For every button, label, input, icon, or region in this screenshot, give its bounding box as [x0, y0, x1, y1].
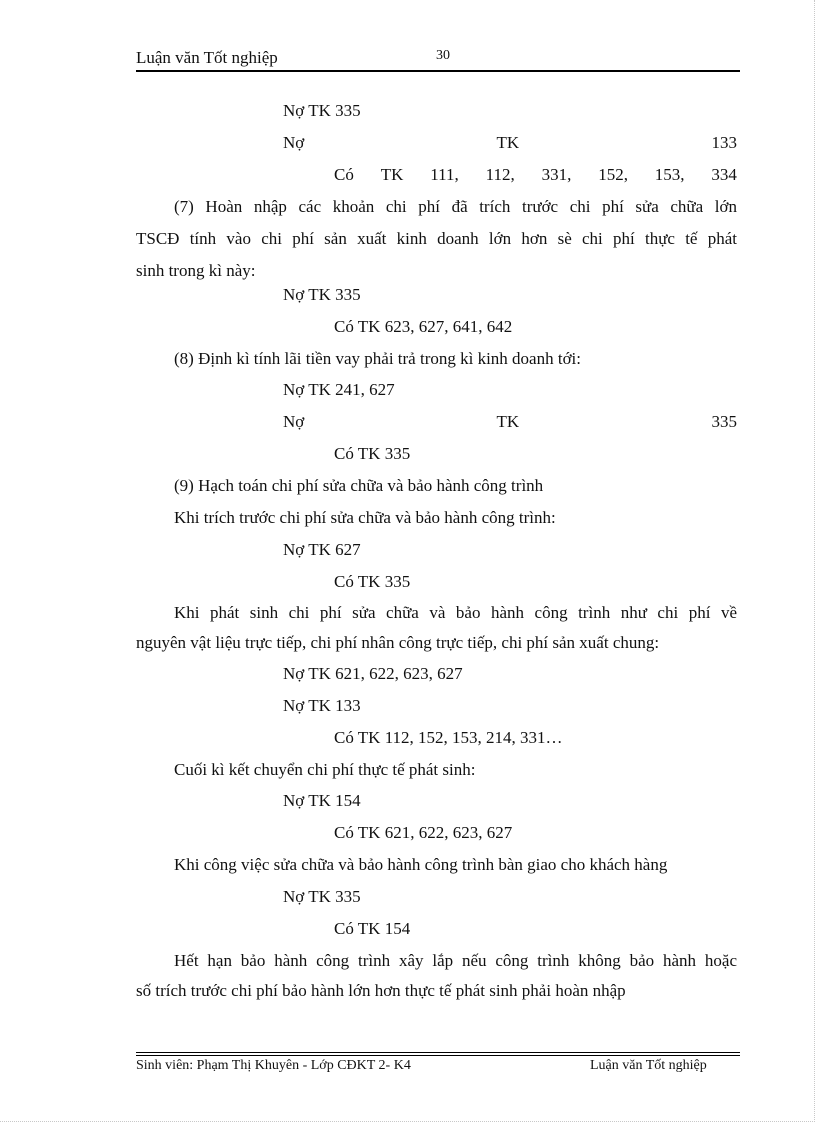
paragraph-line: Khi phát sinh chi phí sửa chữa và bảo hành công trình như chi phí về [174, 603, 737, 622]
entry-line-justified [334, 165, 737, 185]
entry-line: Nợ TK 335 [283, 887, 361, 906]
word: 111, [430, 165, 459, 184]
entry-line: Có TK 623, 627, 641, 642 [334, 317, 513, 336]
header-rule [136, 70, 740, 72]
paragraph-line: Khi công việc sửa chữa và bảo hành công trình bàn giao cho khách hàng [174, 855, 668, 874]
word: Nợ [283, 412, 305, 431]
entry-line: Có TK 154 [334, 919, 411, 938]
paragraph-line: Khi trích trước chi phí sửa chữa và bảo hành công trình: [174, 508, 556, 527]
paragraph-line: TSCĐ tính vào chi phí sản xuất kinh doanh lớn hơn sè chi phí thực tế phát [136, 229, 737, 248]
word: 133 [711, 133, 737, 152]
paragraph-line: (7) Hoàn nhập các khoản chi phí đã trích trước chi phí sửa chữa lớn [174, 197, 737, 216]
entry-line: Có TK 621, 622, 623, 627 [334, 823, 513, 842]
entry-line: Nợ TK 335 [283, 101, 361, 120]
word: 112, [485, 165, 515, 184]
footer-rule [136, 1052, 740, 1053]
footer-title: Luận văn Tốt nghiệp [590, 1058, 707, 1073]
header-title: Luận văn Tốt nghiệp [136, 48, 278, 67]
entry-line: Có TK 335 [334, 572, 411, 591]
word: TK [380, 165, 404, 184]
word: 152, [598, 165, 628, 184]
page-number: 30 [436, 48, 450, 63]
paragraph-line: sinh trong kì này: [136, 261, 256, 280]
paragraph-line: Hết hạn bảo hành công trình xây lắp nếu công trình không bảo hành hoặc [174, 951, 737, 970]
entry-line: Nợ TK 241, 627 [283, 380, 395, 399]
paragraph-line: nguyên vật liệu trực tiếp, chi phí nhân công trực tiếp, chi phí sản xuất chung: [136, 633, 660, 652]
word: Nợ [283, 133, 305, 152]
paragraph-line: (9) Hạch toán chi phí sửa chữa và bảo hành công trình [174, 476, 544, 495]
paragraph-line: số trích trước chi phí bảo hành lớn hơn thực tế phát sinh phải hoàn nhập [136, 981, 626, 1000]
word: Có [334, 165, 354, 184]
entry-line: Nợ TK 621, 622, 623, 627 [283, 664, 463, 683]
entry-line: Nợ TK 627 [283, 540, 361, 559]
word: 153, [654, 165, 685, 184]
entry-line-justified [283, 412, 737, 432]
entry-line: Có TK 335 [334, 444, 411, 463]
word: 335 [711, 412, 737, 431]
entry-line: Nợ TK 154 [283, 791, 361, 810]
word: TK [496, 133, 520, 152]
entry-line-justified [283, 133, 737, 153]
footer-rule [136, 1055, 740, 1056]
entry-line: Nợ TK 335 [283, 285, 361, 304]
entry-line: Nợ TK 133 [283, 696, 361, 715]
word: TK [496, 412, 520, 431]
word: 334 [711, 165, 737, 184]
footer-student-info: Sinh viên: Phạm Thị Khuyên - Lớp CĐKT 2- K4 [136, 1058, 411, 1073]
word: 331, [541, 165, 572, 184]
paragraph-line: Cuối kì kết chuyển chi phí thực tế phát sinh: [174, 760, 476, 779]
paragraph-line: (8) Định kì tính lãi tiền vay phải trả trong kì kinh doanh tới: [174, 349, 582, 368]
entry-line: Có TK 112, 152, 153, 214, 331… [334, 728, 563, 747]
